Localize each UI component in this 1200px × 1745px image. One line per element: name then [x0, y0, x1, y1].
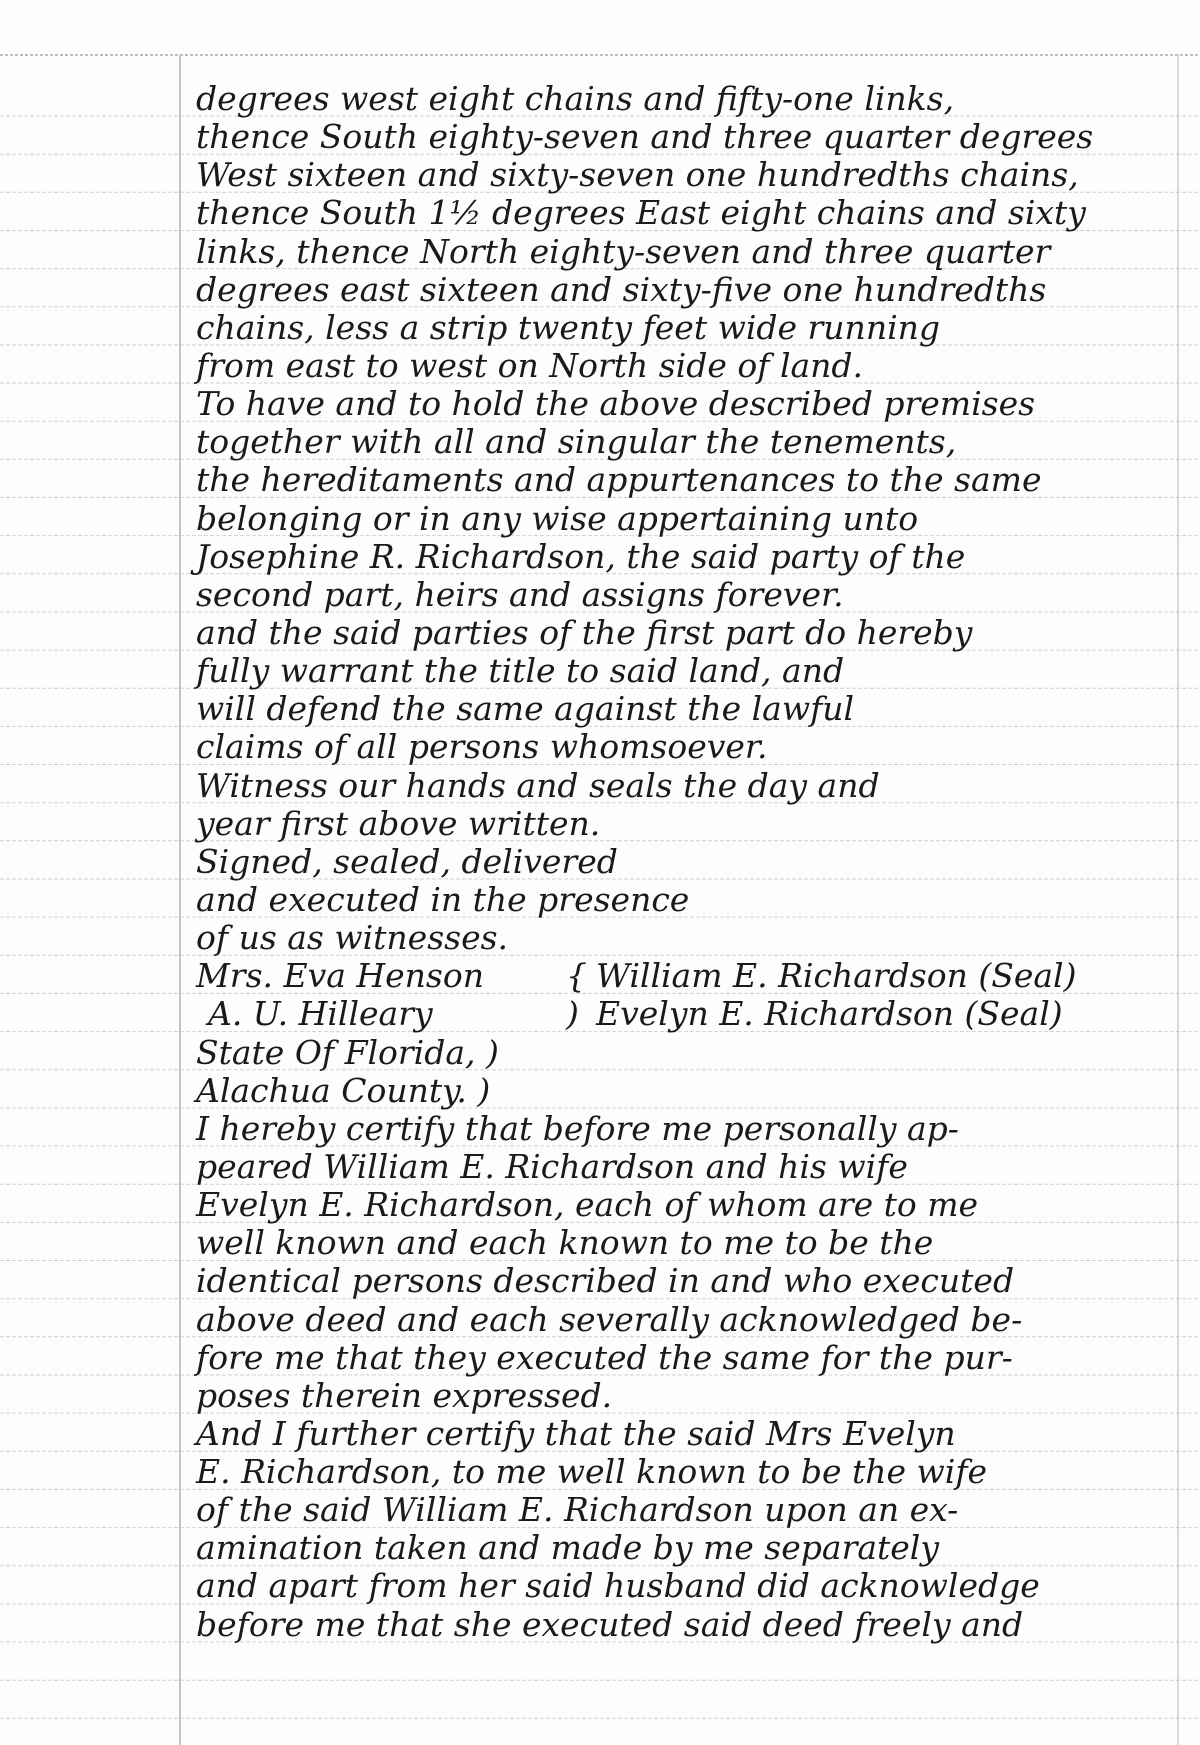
signature-brace: { [566, 956, 587, 996]
signature-brace: ) [566, 994, 579, 1034]
handwritten-deed-text [196, 80, 1176, 1644]
certificate-line: before me that she executed said deed freely and [196, 1604, 1024, 1644]
signature-row [196, 957, 1176, 995]
witness-name: Mrs. Eva Henson [196, 956, 484, 996]
text-line: To have and to hold the above described premises [196, 384, 1036, 424]
text-line: links, thence North eighty-seven and three quarter [196, 231, 1051, 271]
text-line: fully warrant the title to said land, and [196, 651, 845, 691]
venue-line: Alachua County. ) [196, 1070, 491, 1110]
text-line: second part, heirs and assigns forever. [196, 574, 844, 614]
certificate-line: of the said William E. Richardson upon an ex- [196, 1490, 959, 1530]
signer-name: Evelyn E. Richardson (Seal) [596, 994, 1063, 1034]
text-line: of us as witnesses. [196, 918, 509, 958]
witness-name: A. U. Hilleary [208, 994, 433, 1034]
certificate-line: above deed and each severally acknowledged be- [196, 1299, 1023, 1339]
certificate-line: poses therein expressed. [196, 1375, 613, 1415]
text-line: year first above written. [196, 803, 601, 843]
text-line: degrees east sixteen and sixty-five one hundredths [196, 269, 1047, 309]
text-line: degrees west eight chains and fifty-one links, [196, 79, 955, 118]
signer-name: William E. Richardson (Seal) [596, 956, 1077, 996]
text-line: thence South 1½ degrees East eight chains and sixty [196, 193, 1086, 233]
text-line: and executed in the presence [196, 879, 690, 919]
text-line: from east to west on North side of land. [196, 345, 864, 385]
certificate-line: amination taken and made by me separately [196, 1528, 939, 1568]
certificate-line: well known and each known to me to be the [196, 1223, 934, 1263]
certificate-line: And I further certify that the said Mrs Evelyn [196, 1413, 956, 1453]
text-line: West sixteen and sixty-seven one hundredths chains, [196, 155, 1079, 195]
text-line: and the said parties of the first part do hereby [196, 612, 973, 652]
text-line: together with all and singular the tenements, [196, 422, 957, 462]
text-line: claims of all persons whomsoever. [196, 727, 768, 767]
certificate-line: fore me that they executed the same for the pur- [196, 1337, 1013, 1377]
text-line: will defend the same against the lawful [196, 689, 855, 729]
venue-line: State Of Florida, ) [196, 1032, 499, 1072]
certificate-line: I hereby certify that before me personally ap- [196, 1108, 959, 1148]
text-line: Josephine R. Richardson, the said party of the [196, 536, 966, 576]
certificate-line: peared William E. Richardson and his wife [196, 1146, 908, 1186]
text-line: chains, less a strip twenty feet wide running [196, 307, 940, 347]
text-line: Witness our hands and seals the day and [196, 765, 880, 805]
certificate-line: identical persons described in and who executed [196, 1261, 1015, 1301]
text-line: the hereditaments and appurtenances to the same [196, 460, 1042, 500]
certificate-line: E. Richardson, to me well known to be the wife [196, 1452, 988, 1492]
text-line: belonging or in any wise appertaining unto [196, 498, 919, 538]
text-line: Signed, sealed, delivered [196, 841, 618, 881]
certificate-line: Evelyn E. Richardson, each of whom are to me [196, 1185, 979, 1225]
text-line: thence South eighty-seven and three quarter degrees [196, 117, 1094, 157]
certificate-line: and apart from her said husband did acknowledge [196, 1566, 1040, 1606]
signature-row [196, 995, 1176, 1033]
